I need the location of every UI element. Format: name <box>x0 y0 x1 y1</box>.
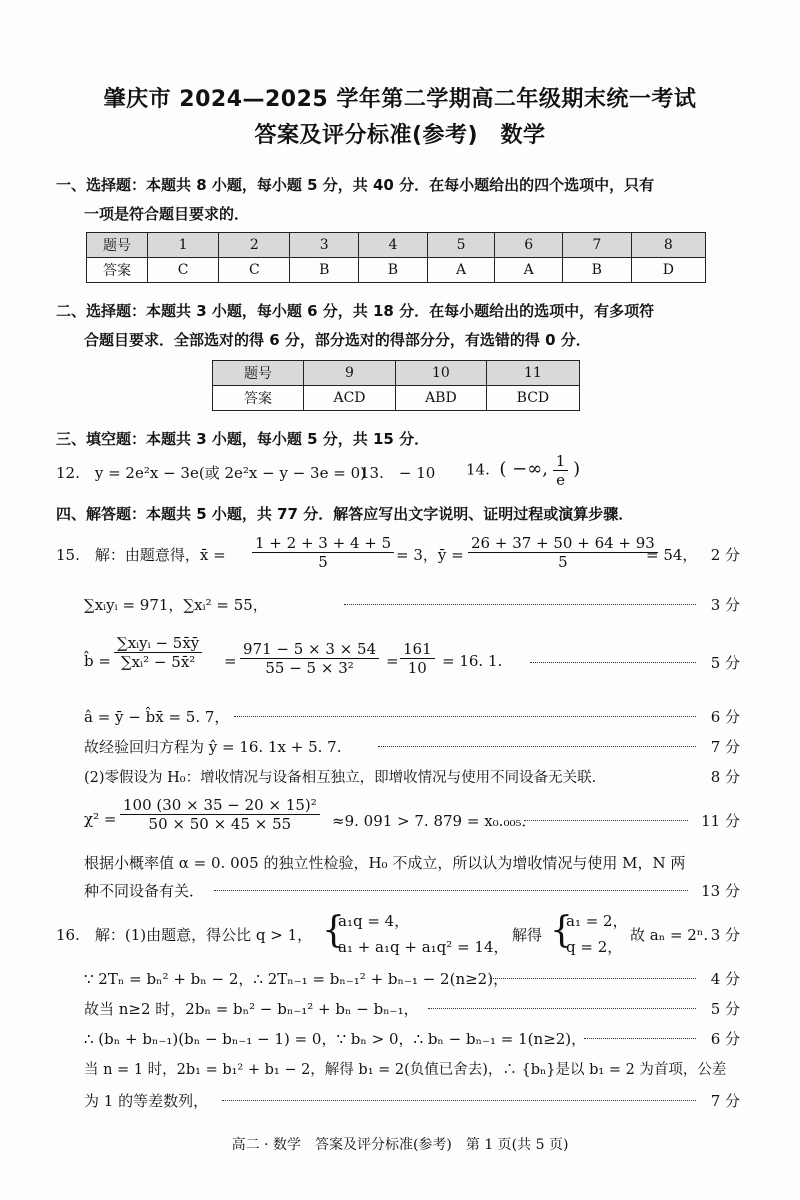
page-footer: 高二 · 数学 答案及评分标准(参考) 第 1 页(共 5 页) <box>231 1137 569 1153</box>
sums: ∑xᵢyᵢ = 971，∑xᵢ² = 55， <box>84 596 268 614</box>
q14-left: ( −∞, <box>499 458 548 480</box>
denominator: 55 − 5 × 3² <box>265 659 354 677</box>
q14-label: 14. <box>466 460 490 479</box>
null-hypothesis: (2)零假设为 H₀：增收情况与设备相互独立，即增收情况与使用不同设备无关联． <box>84 770 607 786</box>
system-eq-1: a₁q = 4， <box>338 912 410 930</box>
equals-sign: = <box>386 652 399 670</box>
brace-icon: { <box>550 910 573 951</box>
leader-dots <box>378 746 696 747</box>
answer-cell: B <box>359 258 428 283</box>
denominator: 10 <box>407 659 427 677</box>
score-points: 4 分 <box>710 970 740 988</box>
numerator: 26 + 37 + 50 + 64 + 93 <box>468 534 658 553</box>
score-points: 5 分 <box>710 1000 740 1018</box>
chi-square-label: χ² = <box>84 810 117 828</box>
solution-2: q = 2， <box>566 938 623 956</box>
q16-line3 <box>84 998 740 1020</box>
answer-cell: C <box>219 258 290 283</box>
answer-cell: ACD <box>304 386 396 411</box>
section4-heading: 四、解答题：本题共 5 小题，共 77 分．解答应写出文字说明、证明过程或演算步骤． <box>56 505 634 523</box>
q16-line5: 当 n = 1 时，2b₁ = b₁² + b₁ − 2，解得 b₁ = 2(负值已舍去)，∴ {bₙ}是以 b₁ = 2 为首项，公差 <box>84 1062 727 1078</box>
question-number: 1 <box>148 233 219 258</box>
q15-line5 <box>84 736 740 758</box>
score-points: 5 分 <box>710 654 740 672</box>
table-row <box>213 386 580 411</box>
mean-y-fraction <box>468 534 658 571</box>
q15-line8: 根据小概率值 α = 0. 005 的独立性检验，H₀ 不成立，所以认为增收情况与使用 M，N 两 <box>84 854 686 872</box>
leader-dots <box>222 1100 696 1101</box>
section1-heading: 一、选择题：本题共 8 小题，每小题 5 分，共 40 分．在每小题给出的四个选项中，只有 <box>56 176 655 194</box>
row-label: 题号 <box>87 233 148 258</box>
general-term: 故 aₙ = 2ⁿ. <box>630 926 709 944</box>
score-points: 3 分 <box>710 596 740 614</box>
conclusion: 种不同设备有关． <box>84 882 205 900</box>
mean-y-result: = 54， <box>646 546 698 564</box>
score-points: 7 分 <box>710 738 740 756</box>
q16-line6 <box>84 1090 740 1112</box>
denominator: 5 <box>558 553 568 571</box>
sequence-conclusion: 为 1 的等差数列， <box>84 1092 209 1110</box>
question-number: 4 <box>359 233 428 258</box>
row-label: 答案 <box>87 258 148 283</box>
b-formula-fraction <box>114 634 202 671</box>
regression-equation: 故经验回归方程为 ŷ = 16. 1x + 5. 7. <box>84 738 342 756</box>
system-eq-2: a₁ + a₁q + a₁q² = 14， <box>338 938 509 956</box>
difference: 故当 n≥2 时，2bₙ = bₙ² − bₙ₋₁² + bₙ − bₙ₋₁， <box>84 1000 419 1018</box>
q14-fraction <box>553 452 569 489</box>
answer-cell: B <box>290 258 359 283</box>
leader-dots <box>490 978 696 979</box>
q14-right: ) <box>573 458 581 480</box>
q16-intro: 16. 解：(1)由题意，得公比 q > 1， <box>56 926 313 944</box>
answer-cell: B <box>562 258 631 283</box>
section3-heading: 三、填空题：本题共 3 小题，每小题 5 分，共 15 分． <box>56 430 430 448</box>
q16-line2 <box>84 968 740 990</box>
numerator: ∑xᵢyᵢ − 5x̄ȳ <box>114 634 202 653</box>
score-points: 7 分 <box>710 1092 740 1110</box>
exam-subtitle: 答案及评分标准(参考) 数学 <box>254 123 546 148</box>
numerator: 971 − 5 × 3 × 54 <box>240 640 379 659</box>
score-points: 6 分 <box>710 1030 740 1048</box>
answer-cell: A <box>427 258 495 283</box>
score-points: 3 分 <box>710 926 740 944</box>
mean-x-fraction <box>252 534 394 571</box>
exam-title: 肇庆市 2024—2025 学年第二学期高二年级期末统一考试 <box>103 87 697 112</box>
answer-cell: D <box>631 258 705 283</box>
question-number: 5 <box>427 233 495 258</box>
q16-line4 <box>84 1028 740 1050</box>
answer-cell: ABD <box>395 386 486 411</box>
q14-answer <box>466 452 580 489</box>
table-row <box>87 233 706 258</box>
brace-icon: { <box>322 910 345 951</box>
q15-line1 <box>56 534 740 574</box>
table-row <box>213 361 580 386</box>
answer-cell: BCD <box>486 386 579 411</box>
factorization: ∴ (bₙ + bₙ₋₁)(bₙ − bₙ₋₁ − 1) = 0，∵ bₙ > 0，∴ bₙ − bₙ₋₁ = 1(n≥2)， <box>84 1030 587 1048</box>
numerator: 1 <box>553 452 569 471</box>
answer-table-2 <box>212 360 580 411</box>
score-points: 8 分 <box>710 768 740 786</box>
score-points: 11 分 <box>701 812 740 830</box>
chi-square-fraction <box>120 796 320 833</box>
q15-line6 <box>84 766 740 788</box>
question-number: 6 <box>495 233 563 258</box>
b-substitution-fraction <box>240 640 379 677</box>
question-number: 2 <box>219 233 290 258</box>
numerator: 100 (30 × 35 − 20 × 15)² <box>120 796 320 815</box>
numerator: 1 + 2 + 3 + 4 + 5 <box>252 534 394 553</box>
section2-heading-cont: 合题目要求．全部选对的得 6 分，部分选对的得部分分，有选错的得 0 分． <box>84 331 591 349</box>
q15-intro: 15. 解：由题意得，x̄ = <box>56 546 226 564</box>
denominator: 50 × 50 × 45 × 55 <box>148 815 292 833</box>
q13-answer: 13. − 10 <box>360 464 436 482</box>
leader-dots <box>530 662 696 663</box>
score-points: 6 分 <box>710 708 740 726</box>
b-simplified-fraction <box>400 640 435 677</box>
answer-cell: C <box>148 258 219 283</box>
mean-x-result: = 3，ȳ = <box>396 546 464 564</box>
row-label: 答案 <box>213 386 304 411</box>
score-points: 2 分 <box>710 546 740 564</box>
denominator: 5 <box>318 553 328 571</box>
score-points: 13 分 <box>701 882 740 900</box>
question-number: 8 <box>631 233 705 258</box>
leader-dots <box>524 820 688 821</box>
q15-line4 <box>84 706 740 728</box>
leader-dots <box>428 1008 696 1009</box>
question-number: 7 <box>562 233 631 258</box>
equals-sign: = <box>224 652 237 670</box>
recurrence: ∵ 2Tₙ = bₙ² + bₙ − 2，∴ 2Tₙ₋₁ = bₙ₋₁² + bₙ₋₁ − 2(n≥2)， <box>84 970 509 988</box>
answer-cell: A <box>495 258 563 283</box>
answer-table-1 <box>86 232 706 283</box>
denominator: ∑xᵢ² − 5x̄² <box>120 653 196 671</box>
q16-line1 <box>56 908 740 958</box>
question-number: 9 <box>304 361 396 386</box>
leader-dots <box>234 716 696 717</box>
denominator: e <box>556 471 565 489</box>
a-hat: â = ȳ − b̂x̄ = 5. 7， <box>84 708 230 726</box>
solution-1: a₁ = 2， <box>566 912 628 930</box>
q15-line9 <box>84 880 740 902</box>
chi-square-result: ≈9. 091 > 7. 879 = x₀.₀₀₅． <box>332 812 537 830</box>
question-number: 10 <box>395 361 486 386</box>
section1-heading-cont: 一项是符合题目要求的． <box>84 205 250 223</box>
solve-label: 解得 <box>512 926 543 944</box>
question-number: 3 <box>290 233 359 258</box>
q15-line2 <box>84 594 740 616</box>
row-label: 题号 <box>213 361 304 386</box>
leader-dots <box>584 1038 696 1039</box>
leader-dots <box>344 604 696 605</box>
b-hat-label: b̂ = <box>84 652 111 670</box>
table-row <box>87 258 706 283</box>
leader-dots <box>214 890 688 891</box>
q12-answer: 12. y = 2e²x − 3e(或 2e²x − y − 3e = 0) <box>56 464 366 482</box>
question-number: 11 <box>486 361 579 386</box>
q15-line7 <box>84 796 740 840</box>
numerator: 161 <box>400 640 435 659</box>
q15-line3 <box>84 630 740 690</box>
section2-heading: 二、选择题：本题共 3 小题，每小题 6 分，共 18 分．在每小题给出的选项中，有多项符 <box>56 302 655 320</box>
b-result: = 16. 1. <box>442 652 503 670</box>
